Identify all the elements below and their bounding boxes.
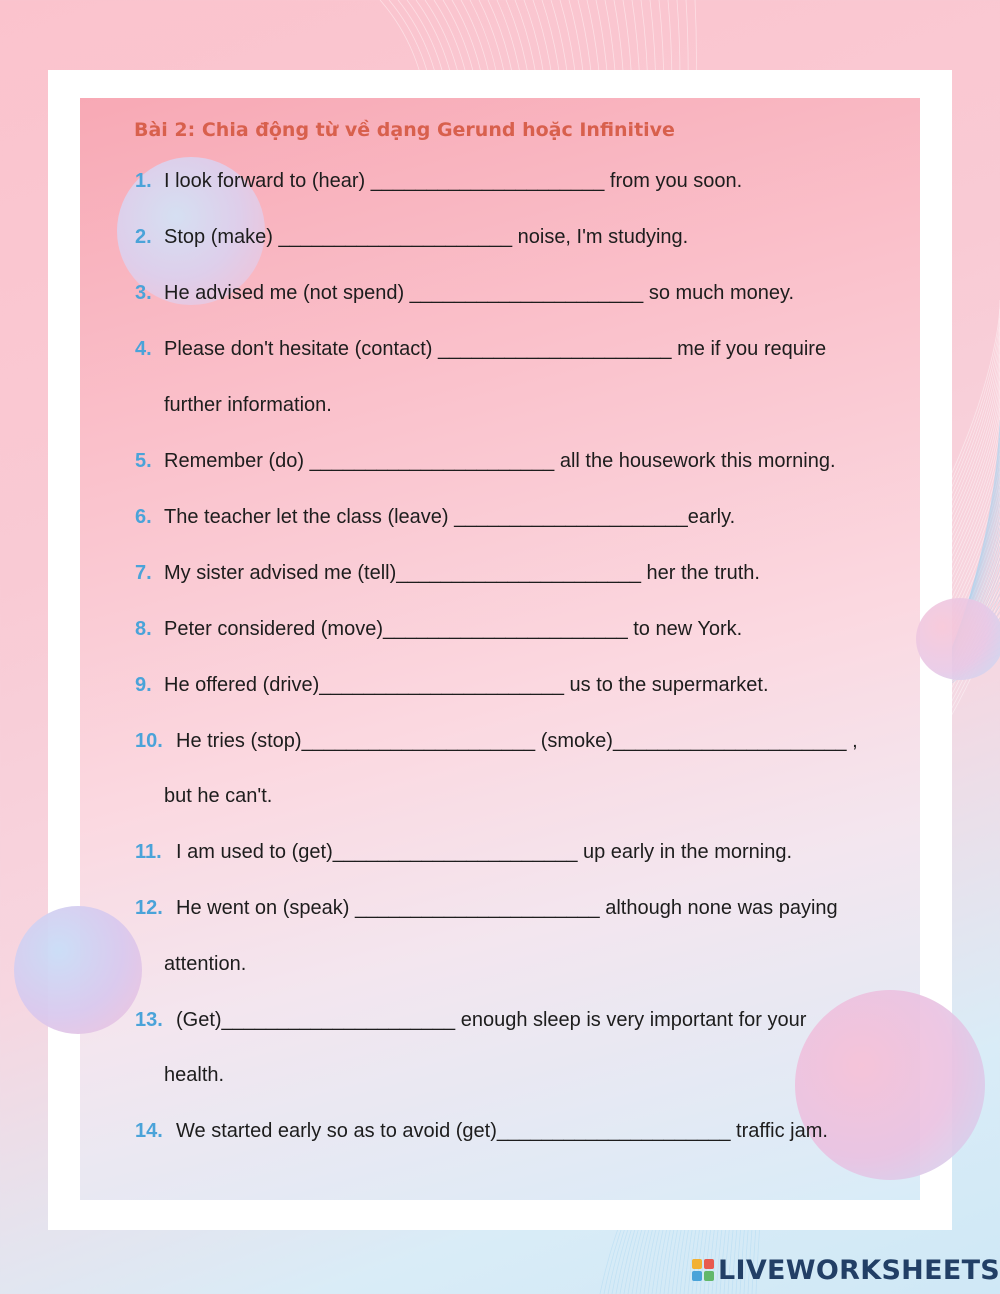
question-text[interactable]: (Get)_____________________ enough sleep is very important for your — [176, 1009, 807, 1031]
question-number: 4. — [135, 338, 152, 360]
question-text-continuation: attention. — [164, 953, 247, 975]
question-text[interactable]: Stop (make) _____________________ noise, I'm studying. — [164, 226, 689, 248]
question-number: 1. — [135, 170, 152, 192]
logo-square-green — [704, 1271, 714, 1281]
question-text[interactable]: He went on (speak) ______________________ although none was paying — [176, 897, 838, 919]
question-number: 5. — [135, 450, 152, 472]
question-text[interactable]: Remember (do) ______________________ all the housework this morning. — [164, 450, 836, 472]
question-number: 7. — [135, 562, 152, 584]
question-number: 13. — [135, 1009, 163, 1031]
liveworksheets-logo — [692, 1253, 1000, 1287]
question-text-continuation: further information. — [164, 394, 332, 416]
question-number: 2. — [135, 226, 152, 248]
question-number: 12. — [135, 897, 163, 919]
question-text-continuation: but he can't. — [164, 785, 273, 807]
question-text-continuation: health. — [164, 1064, 225, 1086]
question-number: 9. — [135, 674, 152, 696]
logo-square-yellow — [692, 1259, 702, 1269]
question-text[interactable]: My sister advised me (tell)______________________ her the truth. — [164, 562, 760, 584]
question-text[interactable]: He tries (stop)_____________________ (smoke)_____________________ , — [176, 730, 858, 752]
question-text[interactable]: I look forward to (hear) _____________________ from you soon. — [164, 170, 743, 192]
question-number: 3. — [135, 282, 152, 304]
question-text[interactable]: The teacher let the class (leave) _____________________early. — [164, 506, 736, 528]
logo-wordmark: LIVEWORKSHEETS — [718, 1254, 1000, 1286]
question-number: 10. — [135, 730, 163, 752]
liveworksheets-logo-icon — [692, 1259, 714, 1281]
question-text[interactable]: He advised me (not spend) _____________________ so much money. — [164, 282, 795, 304]
logo-square-red — [704, 1259, 714, 1269]
logo-square-blue — [692, 1271, 702, 1281]
question-number: 8. — [135, 618, 152, 640]
question-text[interactable]: We started early so as to avoid (get)_____________________ traffic jam. — [176, 1120, 828, 1142]
question-text[interactable]: He offered (drive)______________________ us to the supermarket. — [164, 674, 769, 696]
question-text[interactable]: I am used to (get)______________________ up early in the morning. — [176, 841, 793, 863]
question-number: 14. — [135, 1120, 163, 1142]
question-number: 11. — [135, 841, 162, 863]
question-text[interactable]: Peter considered (move)______________________ to new York. — [164, 618, 743, 640]
worksheet-title: Bài 2: Chia động từ về dạng Gerund hoặc Infinitive — [134, 119, 675, 141]
question-number: 6. — [135, 506, 152, 528]
question-text[interactable]: Please don't hesitate (contact) _____________________ me if you require — [164, 338, 827, 360]
